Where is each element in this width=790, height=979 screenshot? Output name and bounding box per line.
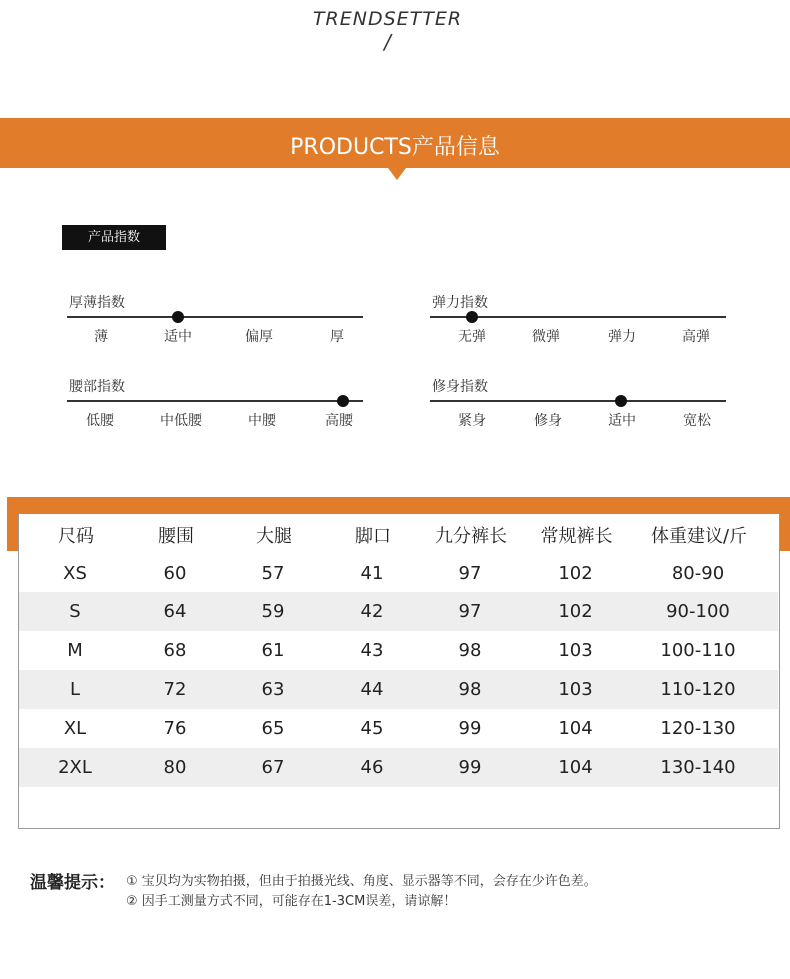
index-option: 微弹 (532, 329, 560, 345)
table-cell: 99 (458, 757, 482, 778)
table-cell: 100-110 (660, 640, 736, 661)
index-option: 厚 (330, 329, 344, 345)
table-header-cell: 九分裤长 (435, 526, 507, 547)
index-scale-line (67, 316, 363, 318)
index-marker (172, 311, 184, 323)
table-cell: 63 (261, 679, 285, 700)
index-option: 低腰 (86, 413, 114, 429)
index-option: 高弹 (682, 329, 710, 345)
table-cell: 104 (558, 757, 593, 778)
index-option: 偏厚 (245, 329, 273, 345)
index-scale-line (430, 400, 726, 402)
banner-title: PRODUCTS产品信息 (290, 135, 500, 160)
table-cell: 2XL (58, 757, 92, 778)
index-option: 紧身 (458, 413, 486, 429)
index-option: 中腰 (248, 413, 276, 429)
index-marker (466, 311, 478, 323)
index-title: 修身指数 (432, 379, 488, 395)
table-header-cell: 常规裤长 (540, 526, 613, 547)
table-row (19, 709, 778, 748)
banner-pointer-icon (388, 168, 406, 180)
table-cell: 46 (360, 757, 384, 778)
table-cell: XS (63, 563, 87, 584)
table-cell: 57 (261, 563, 285, 584)
elasticity-index (430, 292, 726, 362)
section-tag: 产品指数 (62, 225, 166, 250)
brand-slash-mark: / (384, 30, 391, 54)
note-line: ② 因手工测量方式不同，可能存在1-3CM误差，请谅解！ (126, 894, 457, 909)
table-cell: 67 (261, 757, 285, 778)
index-scale-line (67, 400, 363, 402)
table-row (19, 670, 778, 709)
table-cell: 102 (558, 563, 593, 584)
table-cell: 65 (261, 718, 285, 739)
table-cell: L (69, 679, 81, 700)
index-option: 修身 (534, 413, 562, 429)
table-header-cell: 腰围 (158, 526, 194, 547)
table-cell: 97 (458, 601, 482, 622)
table-cell: 103 (558, 679, 593, 700)
index-marker (337, 395, 349, 407)
waist-index (67, 376, 363, 446)
thickness-index (67, 292, 363, 362)
index-option: 高腰 (325, 413, 353, 429)
table-row (19, 631, 778, 670)
index-title: 腰部指数 (69, 379, 125, 395)
index-option: 适中 (608, 413, 636, 429)
table-header-row (18, 514, 780, 552)
index-marker (615, 395, 627, 407)
table-cell: 130-140 (660, 757, 736, 778)
index-title: 弹力指数 (432, 295, 488, 311)
table-cell: 110-120 (660, 679, 736, 700)
index-title: 厚薄指数 (69, 295, 125, 311)
table-cell: 42 (360, 601, 384, 622)
note-line: ① 宝贝均为实物拍摄，但由于拍摄光线、角度、显示器等不同，会存在少许色差。 (126, 874, 597, 889)
table-cell: 61 (261, 640, 285, 661)
table-cell: 98 (458, 640, 482, 661)
index-option: 薄 (94, 329, 108, 345)
table-cell: 102 (558, 601, 593, 622)
table-cell: 90-100 (666, 601, 730, 622)
table-header-cell: 体重建议/斤 (650, 526, 748, 547)
table-cell: 72 (163, 679, 187, 700)
fit-index (430, 376, 726, 446)
index-option: 中低腰 (160, 413, 202, 429)
table-cell: 120-130 (660, 718, 736, 739)
table-cell: 68 (163, 640, 187, 661)
brand-name: TRENDSETTER (312, 8, 463, 30)
table-cell: 76 (163, 718, 187, 739)
table-cell: 80 (163, 757, 187, 778)
products-banner (0, 118, 790, 168)
table-cell: 43 (360, 640, 384, 661)
table-cell: 60 (163, 563, 187, 584)
table-cell: XL (63, 718, 87, 739)
table-cell: 104 (558, 718, 593, 739)
table-cell: 64 (163, 601, 187, 622)
table-row (19, 592, 778, 631)
table-cell: S (69, 601, 81, 622)
table-cell: 98 (458, 679, 482, 700)
table-row (19, 748, 778, 787)
table-header-cell: 脚口 (355, 526, 391, 547)
table-cell: 99 (458, 718, 482, 739)
table-header-cell: 大腿 (256, 526, 292, 547)
index-option: 宽松 (683, 413, 711, 429)
table-cell: 80-90 (671, 563, 725, 584)
table-row (19, 554, 778, 593)
table-cell: 41 (360, 563, 384, 584)
table-cell: 97 (458, 563, 482, 584)
table-header-cell: 尺码 (58, 526, 94, 547)
notes-label: 温馨提示： (30, 873, 115, 893)
table-cell: 59 (261, 601, 285, 622)
index-option: 适中 (164, 329, 192, 345)
table-cell: 44 (360, 679, 384, 700)
table-cell: 103 (558, 640, 593, 661)
index-option: 弹力 (608, 329, 636, 345)
table-cell: 45 (360, 718, 384, 739)
table-cell: M (67, 640, 83, 661)
index-option: 无弹 (458, 329, 486, 345)
